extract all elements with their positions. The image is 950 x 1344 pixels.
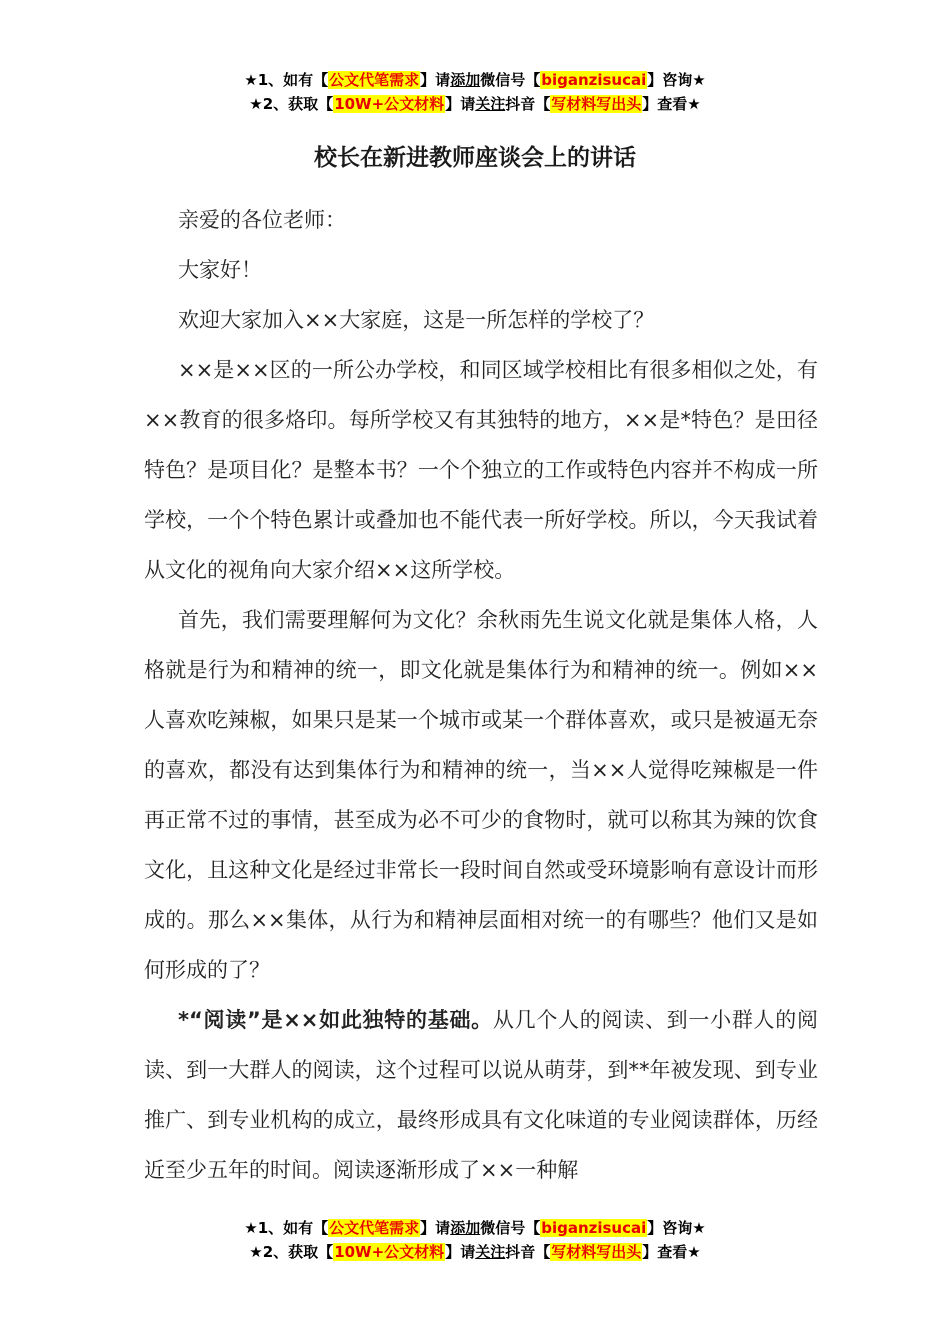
banner-text: ★1、如有【 [244,71,329,89]
banner-line-1 [0,68,950,92]
header-banner [0,68,950,116]
banner-text: 微信号【 [480,1219,541,1237]
banner-highlight: 10W+公文材料 [334,95,445,113]
paragraph-reading [144,995,818,1195]
footer-banner [0,1216,950,1264]
banner-line-2 [0,1240,950,1264]
banner-highlight: biganzisucai [541,1219,647,1237]
paragraph-greeting: 大家好！ [178,258,262,282]
banner-highlight: biganzisucai [541,71,647,89]
banner-highlight: 公文代笔需求 [329,71,420,89]
banner-underline: 添加 [450,71,481,89]
banner-highlight: 10W+公文材料 [334,1243,445,1261]
banner-text: 】请 [445,95,476,113]
banner-text: ★1、如有【 [244,1219,329,1237]
banner-line-2 [0,92,950,116]
banner-text: 】咨询★ [647,71,706,89]
banner-text: 】咨询★ [647,1219,706,1237]
banner-text: 抖音【 [505,1243,551,1261]
banner-text: 】请 [445,1243,476,1261]
banner-text: 】查看★ [642,1243,701,1261]
banner-text: 抖音【 [505,95,551,113]
banner-text: 】请 [420,1219,451,1237]
paragraph-text: 从几个人的阅读、到一小群人的阅读、到一大群人的阅读，这个过程可以说从萌芽，到**年被发现、到专业推广、到专业机构的成立，最终形成具有文化味道的专业阅读群体，历经近至少五年的时间。阅读逐渐形成了××一种解 [144,1008,818,1182]
banner-text: ★2、获取【 [249,95,334,113]
banner-text: 微信号【 [480,71,541,89]
banner-text: 】查看★ [642,95,701,113]
paragraph-welcome: 欢迎大家加入××大家庭，这是一所怎样的学校了？ [178,308,655,332]
document-title: 校长在新进教师座谈会上的讲话 [314,145,636,171]
paragraph-school-intro: ××是××区的一所公办学校，和同区域学校相比有很多相似之处，有××教育的很多烙印。每所学校又有其独特的地方，××是*特色？是田径特色？是项目化？是整本书？一个个独立的工作或特色内容并不构成一所学校，一个个特色累计或叠加也不能代表一所好学校。所以，今天我试着从文化的视角向大家介绍××这所学校。 [144,358,818,582]
paragraph-heading: *“阅读”是××如此独特的基础。 [178,1008,493,1032]
banner-highlight: 写材料写出头 [551,95,642,113]
banner-underline: 关注 [475,1243,506,1261]
banner-underline: 添加 [450,1219,481,1237]
document-body [144,195,818,1195]
paragraph-salutation: 亲爱的各位老师： [178,208,346,232]
banner-highlight: 公文代笔需求 [329,1219,420,1237]
banner-highlight: 写材料写出头 [551,1243,642,1261]
banner-line-1 [0,1216,950,1240]
banner-text: ★2、获取【 [249,1243,334,1261]
banner-underline: 关注 [475,95,506,113]
banner-text: 】请 [420,71,451,89]
paragraph-culture: 首先，我们需要理解何为文化？余秋雨先生说文化就是集体人格，人格就是行为和精神的统一，即文化就是集体行为和精神的统一。例如××人喜欢吃辣椒，如果只是某一个城市或某一个群体喜欢，或只是被逼无奈的喜欢，都没有达到集体行为和精神的统一，当××人觉得吃辣椒是一件再正常不过的事情，甚至成为必不可少的食物时，就可以称其为辣的饮食文化，且这种文化是经过非常长一段时间自然或受环境影响有意设计而形成的。那么××集体，从行为和精神层面相对统一的有哪些？他们又是如何形成的了？ [144,608,818,982]
